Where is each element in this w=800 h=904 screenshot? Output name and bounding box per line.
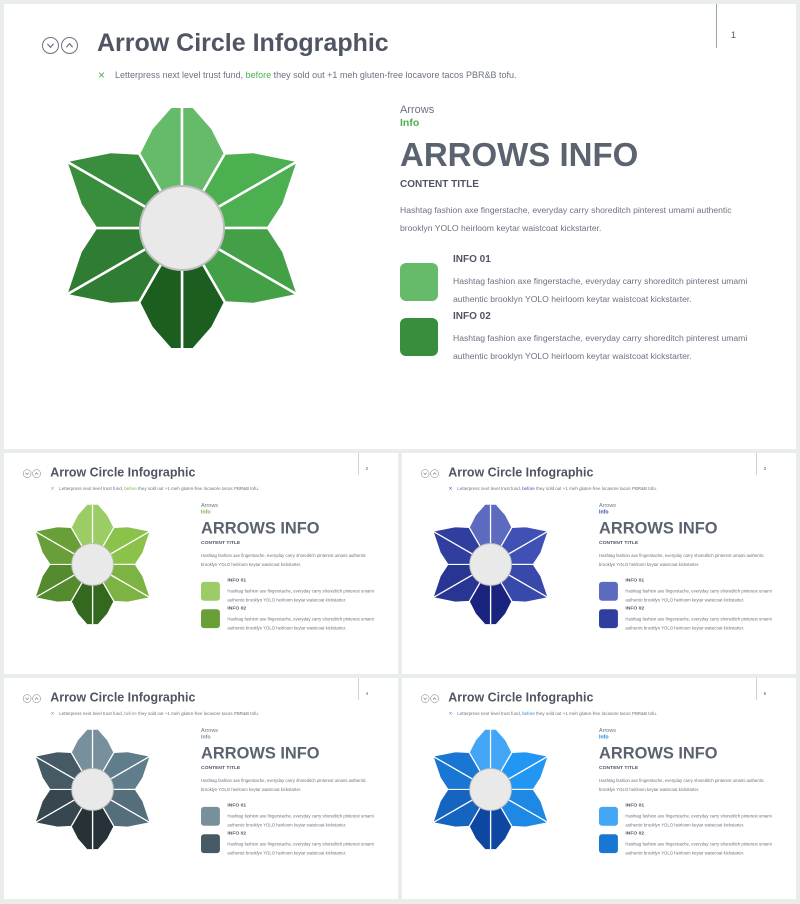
info01-text: Hashtag fashion axe fingerstache, everyday carry shoreditch pinterest umami authentic brooklyn YOLO heirloom keytar waistcoat kickstarter. xyxy=(625,588,772,603)
info02-text: Hashtag fashion axe fingerstache, everyday carry shoreditch pinterest umami authentic brooklyn YOLO heirloom keytar waistcoat kickstarter. xyxy=(227,841,374,856)
heading: ARROWS INFO xyxy=(400,136,639,173)
close-icon: × xyxy=(98,67,106,82)
slide-thumbnail-blue[interactable] xyxy=(402,678,796,899)
subtitle-text-after: they sold out +1 meh gluten-free locavore tacos PBR&B tofu. xyxy=(136,485,259,491)
slide-content xyxy=(402,453,796,674)
info02-title: INFO 02 xyxy=(625,830,645,837)
subtitle-text xyxy=(457,486,657,491)
subtitle xyxy=(98,67,517,82)
slide-content xyxy=(4,453,398,674)
close-icon: × xyxy=(50,709,55,717)
subtitle-highlight: before xyxy=(245,70,272,80)
center-circle xyxy=(140,186,224,270)
slide-thumbnail-indigo[interactable] xyxy=(402,453,796,674)
center-circle xyxy=(72,769,114,811)
chevron-down-icon[interactable] xyxy=(421,694,429,702)
info-label: Info xyxy=(201,509,211,516)
subtitle xyxy=(449,486,657,491)
info02-swatch xyxy=(201,609,220,628)
info02-title: INFO 02 xyxy=(227,605,247,612)
center-circle xyxy=(470,769,512,811)
arrow-circle-diagram xyxy=(423,505,558,624)
info-label: Info xyxy=(599,734,609,741)
arrows-label: Arrows xyxy=(400,104,435,116)
content-title: CONTENT TITLE xyxy=(599,540,639,546)
slide-thumbnail-green[interactable] xyxy=(4,453,398,674)
chevron-up-icon[interactable] xyxy=(430,469,438,477)
page-number: 5 xyxy=(763,690,767,696)
nav-buttons xyxy=(42,37,78,54)
subtitle-text-after: they sold out +1 meh gluten-free locavore tacos PBR&B tofu. xyxy=(136,710,259,716)
slide-title: Arrow Circle Infographic xyxy=(50,690,196,705)
subtitle xyxy=(51,486,259,491)
info01-text: Hashtag fashion axe fingerstache, everyday carry shoreditch pinterest umami authentic brooklyn YOLO heirloom keytar waistcoat kickstarter. xyxy=(453,276,748,304)
subtitle-text-before: Letterpress next level trust fund, xyxy=(115,70,246,80)
info02-swatch xyxy=(599,834,618,853)
info01-text: Hashtag fashion axe fingerstache, everyday carry shoreditch pinterest umami authentic brooklyn YOLO heirloom keytar waistcoat kickstarter. xyxy=(227,813,374,828)
slide-content xyxy=(4,4,796,449)
arrow-circle-diagram xyxy=(25,730,160,849)
description: Hashtag fashion axe fingerstache, everyday carry shoreditch pinterest umami authentic brooklyn YOLO heirloom keytar waistcoat kickstarter. xyxy=(599,777,764,792)
slide-title: Arrow Circle Infographic xyxy=(448,465,594,480)
arrow-circle-diagram xyxy=(423,730,558,849)
arrows-label: Arrows xyxy=(599,727,617,734)
info01-text: Hashtag fashion axe fingerstache, everyday carry shoreditch pinterest umami authentic brooklyn YOLO heirloom keytar waistcoat kickstarter. xyxy=(625,813,772,828)
info01-title: INFO 01 xyxy=(227,802,247,808)
arrows-label: Arrows xyxy=(599,502,617,509)
slide-title: Arrow Circle Infographic xyxy=(448,690,594,705)
info01-title: INFO 01 xyxy=(227,577,247,583)
description: Hashtag fashion axe fingerstache, everyday carry shoreditch pinterest umami authentic brooklyn YOLO heirloom keytar waistcoat kickstarter. xyxy=(400,205,732,233)
close-icon: × xyxy=(448,484,453,492)
chevron-down-icon[interactable] xyxy=(23,469,31,477)
arrow-circle-diagram xyxy=(46,108,318,348)
nav-buttons xyxy=(23,694,41,702)
subtitle-highlight: before xyxy=(124,710,137,716)
heading: ARROWS INFO xyxy=(201,743,320,763)
info-label: Info xyxy=(400,117,420,129)
info01-title: INFO 01 xyxy=(453,254,491,265)
nav-buttons xyxy=(23,469,41,477)
arrow-circle-diagram xyxy=(25,505,160,624)
content-title: CONTENT TITLE xyxy=(400,179,479,190)
heading: ARROWS INFO xyxy=(599,518,718,538)
heading: ARROWS INFO xyxy=(201,518,320,538)
close-icon: × xyxy=(448,709,453,717)
description: Hashtag fashion axe fingerstache, everyday carry shoreditch pinterest umami authentic brooklyn YOLO heirloom keytar waistcoat kickstarter. xyxy=(201,777,366,792)
info02-text: Hashtag fashion axe fingerstache, everyday carry shoreditch pinterest umami authentic brooklyn YOLO heirloom keytar waistcoat kickstarter. xyxy=(453,333,748,361)
subtitle-text-before: Letterpress next level trust fund, xyxy=(59,710,125,716)
slide-content xyxy=(4,678,398,899)
content-title: CONTENT TITLE xyxy=(599,765,639,771)
main-slide xyxy=(4,4,796,449)
content-title: CONTENT TITLE xyxy=(201,540,241,546)
subtitle-text-after: they sold out +1 meh gluten-free locavore tacos PBR&B tofu. xyxy=(271,70,517,80)
info02-title: INFO 02 xyxy=(227,830,247,837)
info02-swatch xyxy=(599,609,618,628)
info01-swatch xyxy=(599,807,618,826)
slide-content xyxy=(402,678,796,899)
info01-title: INFO 01 xyxy=(625,802,645,808)
heading: ARROWS INFO xyxy=(599,743,718,763)
subtitle-text-before: Letterpress next level trust fund, xyxy=(457,710,523,716)
slide-title: Arrow Circle Infographic xyxy=(97,29,389,57)
info01-swatch xyxy=(599,582,618,601)
chevron-down-icon[interactable] xyxy=(42,37,59,54)
description: Hashtag fashion axe fingerstache, everyday carry shoreditch pinterest umami authentic brooklyn YOLO heirloom keytar waistcoat kickstarter. xyxy=(201,552,366,567)
chevron-down-icon[interactable] xyxy=(23,694,31,702)
slide-title: Arrow Circle Infographic xyxy=(50,465,196,480)
chevron-down-icon[interactable] xyxy=(421,469,429,477)
nav-buttons xyxy=(421,694,439,702)
nav-buttons xyxy=(421,469,439,477)
subtitle-text-before: Letterpress next level trust fund, xyxy=(59,485,125,491)
info01-swatch xyxy=(201,582,220,601)
chevron-up-icon[interactable] xyxy=(32,469,40,477)
info02-title: INFO 02 xyxy=(453,311,491,322)
slide-thumbnail-gray[interactable] xyxy=(4,678,398,899)
arrows-label: Arrows xyxy=(201,727,219,734)
subtitle-text-after: they sold out +1 meh gluten-free locavore tacos PBR&B tofu. xyxy=(534,710,657,716)
chevron-up-icon[interactable] xyxy=(61,37,78,54)
page-number: 1 xyxy=(731,30,737,40)
page-number: 3 xyxy=(763,465,767,471)
chevron-up-icon[interactable] xyxy=(32,694,40,702)
info02-text: Hashtag fashion axe fingerstache, everyday carry shoreditch pinterest umami authentic brooklyn YOLO heirloom keytar waistcoat kickstarter. xyxy=(227,616,374,631)
info-label: Info xyxy=(201,734,211,741)
chevron-up-icon[interactable] xyxy=(430,694,438,702)
arrows-label: Arrows xyxy=(201,502,219,509)
subtitle-text xyxy=(59,486,259,491)
info02-title: INFO 02 xyxy=(625,605,645,612)
subtitle xyxy=(449,711,657,716)
info02-swatch xyxy=(400,318,438,356)
close-icon: × xyxy=(50,484,55,492)
subtitle-highlight: before xyxy=(522,710,535,716)
subtitle-text-before: Letterpress next level trust fund, xyxy=(457,485,523,491)
subtitle-highlight: before xyxy=(522,485,535,491)
description: Hashtag fashion axe fingerstache, everyday carry shoreditch pinterest umami authentic brooklyn YOLO heirloom keytar waistcoat kickstarter. xyxy=(599,552,764,567)
page-divider xyxy=(716,4,717,48)
info01-title: INFO 01 xyxy=(625,577,645,583)
subtitle xyxy=(51,711,259,716)
info02-text: Hashtag fashion axe fingerstache, everyday carry shoreditch pinterest umami authentic brooklyn YOLO heirloom keytar waistcoat kickstarter. xyxy=(625,841,772,856)
subtitle-text xyxy=(59,711,259,716)
info01-swatch xyxy=(400,263,438,301)
info02-swatch xyxy=(201,834,220,853)
subtitle-text xyxy=(457,711,657,716)
info01-text: Hashtag fashion axe fingerstache, everyday carry shoreditch pinterest umami authentic brooklyn YOLO heirloom keytar waistcoat kickstarter. xyxy=(227,588,374,603)
content-title: CONTENT TITLE xyxy=(201,765,241,771)
info02-text: Hashtag fashion axe fingerstache, everyday carry shoreditch pinterest umami authentic brooklyn YOLO heirloom keytar waistcoat kickstarter. xyxy=(625,616,772,631)
info-label: Info xyxy=(599,509,609,516)
subtitle-text-after: they sold out +1 meh gluten-free locavore tacos PBR&B tofu. xyxy=(534,485,657,491)
info01-swatch xyxy=(201,807,220,826)
subtitle-highlight: before xyxy=(124,485,137,491)
subtitle-text xyxy=(115,70,517,80)
page-number: 2 xyxy=(365,465,369,471)
center-circle xyxy=(72,544,114,586)
center-circle xyxy=(470,544,512,586)
page-number: 4 xyxy=(365,690,369,696)
